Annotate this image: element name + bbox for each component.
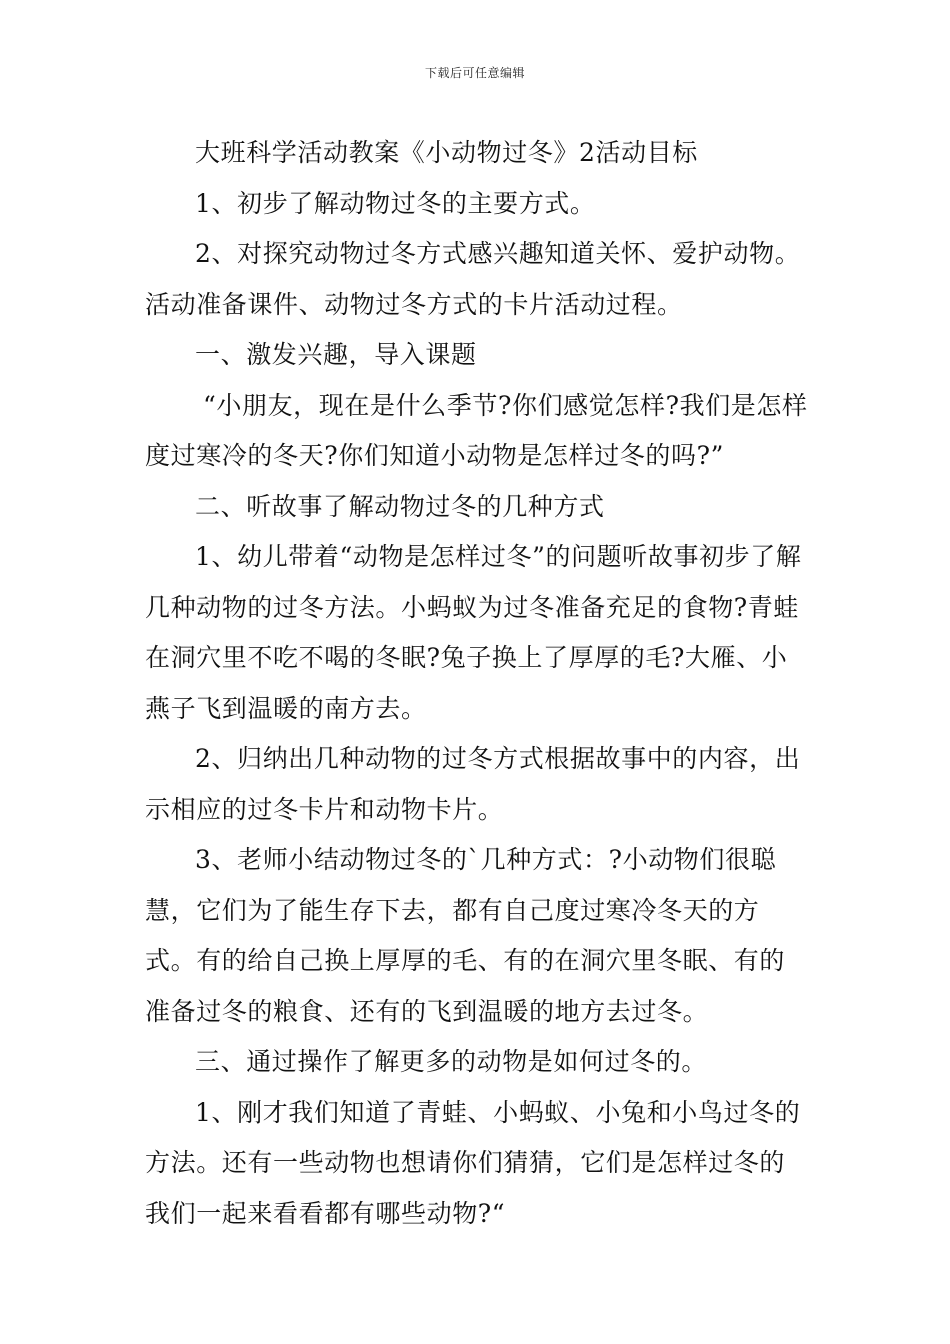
- intro-quote-paragraph: “小朋友，现在是什么季节?你们感觉怎样?我们是怎样度过寒冷的冬天?你们知道小动物是怎样过冬的吗?”: [145, 390, 808, 470]
- teacher-summary-paragraph: 3、老师小结动物过冬的`几种方式：?小动物们很聪慧，它们为了能生存下去，都有自己度过寒冷冬天的方式。有的给自己换上厚厚的毛、有的在洞穴里冬眠、有的准备过冬的粮食、还有的飞到温暖的地方去过冬。: [145, 845, 786, 1026]
- guess-animals-paragraph: 1、刚才我们知道了青蛙、小蚂蚁、小兔和小鸟过冬的方法。还有一些动物也想请你们猜猜，它们是怎样过冬的我们一起来看看都有哪些动物?“: [145, 1097, 801, 1228]
- page-header-note: 下载后可任意编辑: [424, 66, 525, 80]
- document-body: [145, 128, 810, 1239]
- summary-cards-paragraph: 2、归纳出几种动物的过冬方式根据故事中的内容，出示相应的过冬卡片和动物卡片。: [145, 744, 801, 824]
- doc-title-paragraph: 大班科学活动教案《小动物过冬》2活动目标: [195, 138, 698, 167]
- section-1-heading: 一、激发兴趣，导入课题: [195, 340, 477, 369]
- objective-2-paragraph: 2、对探究动物过冬方式感兴趣知道关怀、爱护动物。活动准备课件、动物过冬方式的卡片活动过程。: [145, 239, 801, 319]
- section-3-heading: 三、通过操作了解更多的动物是如何过冬的。: [195, 1047, 708, 1076]
- section-2-heading: 二、听故事了解动物过冬的几种方式: [195, 491, 605, 521]
- story-paragraph: 1、幼儿带着“动物是怎样过冬”的问题听故事初步了解几种动物的过冬方法。小蚂蚁为过冬准备充足的食物?青蛙在洞穴里不吃不喝的冬眠?兔子换上了厚厚的毛?大雁、小燕子飞到温暖的南方去。: [145, 542, 802, 723]
- objective-1-paragraph: 1、初步了解动物过冬的主要方式。: [195, 188, 596, 218]
